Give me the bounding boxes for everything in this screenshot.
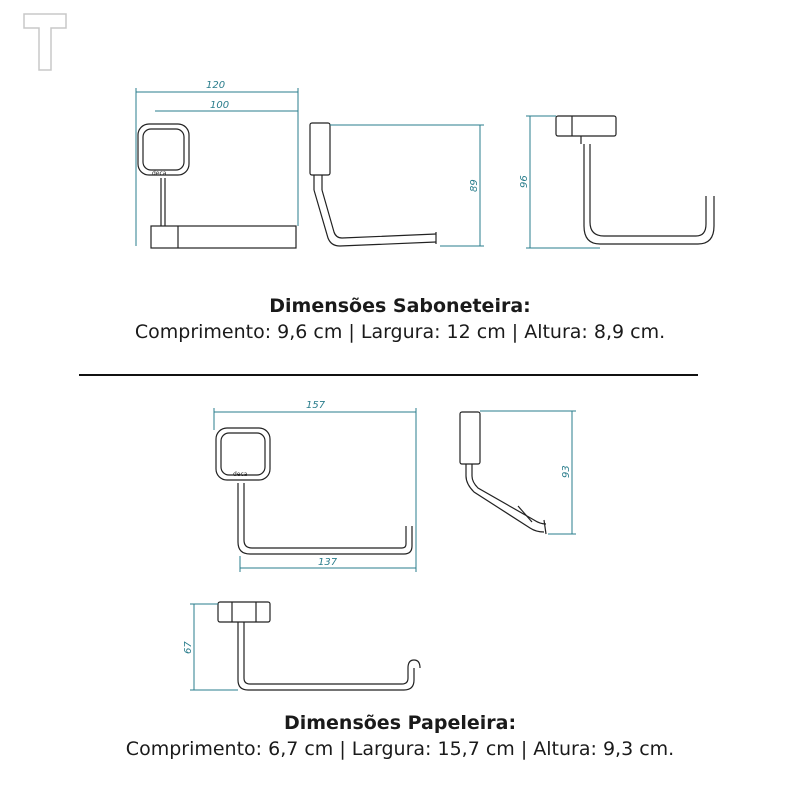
papeleira-front-view bbox=[214, 400, 416, 572]
dim-height-96: 96 bbox=[519, 175, 530, 188]
saboneteira-rear-view bbox=[519, 116, 714, 248]
dim-height-93: 93 bbox=[561, 465, 572, 478]
dim-width-100: 100 bbox=[210, 100, 230, 111]
wall-mount-top bbox=[556, 116, 616, 136]
saboneteira-details: Comprimento: 9,6 cm | Largura: 12 cm | Altura: 8,9 cm. bbox=[134, 321, 666, 343]
saboneteira-front-view bbox=[136, 80, 298, 248]
brand-mark: deca bbox=[152, 170, 167, 177]
saboneteira-side-view bbox=[310, 123, 484, 246]
papeleira-title: Dimensões Papeleira: bbox=[283, 712, 517, 734]
papeleira-caption bbox=[0, 710, 800, 762]
papeleira-details: Comprimento: 6,7 cm | Largura: 15,7 cm | Altura: 9,3 cm. bbox=[125, 738, 675, 760]
dim-width-157: 157 bbox=[306, 400, 326, 411]
brand-mark: deca bbox=[233, 471, 248, 478]
dim-width-137: 137 bbox=[318, 557, 338, 568]
saboneteira-title: Dimensões Saboneteira: bbox=[269, 295, 531, 317]
dim-height-67: 67 bbox=[183, 641, 194, 654]
wall-mount-top bbox=[218, 602, 270, 622]
section-divider bbox=[79, 374, 698, 376]
brand-logo bbox=[0, 0, 66, 70]
papeleira-bottom-view bbox=[183, 602, 420, 690]
soap-tray bbox=[151, 226, 296, 248]
wall-mount-side bbox=[310, 123, 330, 175]
saboneteira-caption bbox=[0, 293, 800, 345]
wall-mount-side bbox=[460, 412, 480, 464]
papeleira-side-view bbox=[460, 411, 576, 534]
dim-width-120: 120 bbox=[206, 80, 226, 91]
dim-height-89: 89 bbox=[469, 179, 480, 192]
